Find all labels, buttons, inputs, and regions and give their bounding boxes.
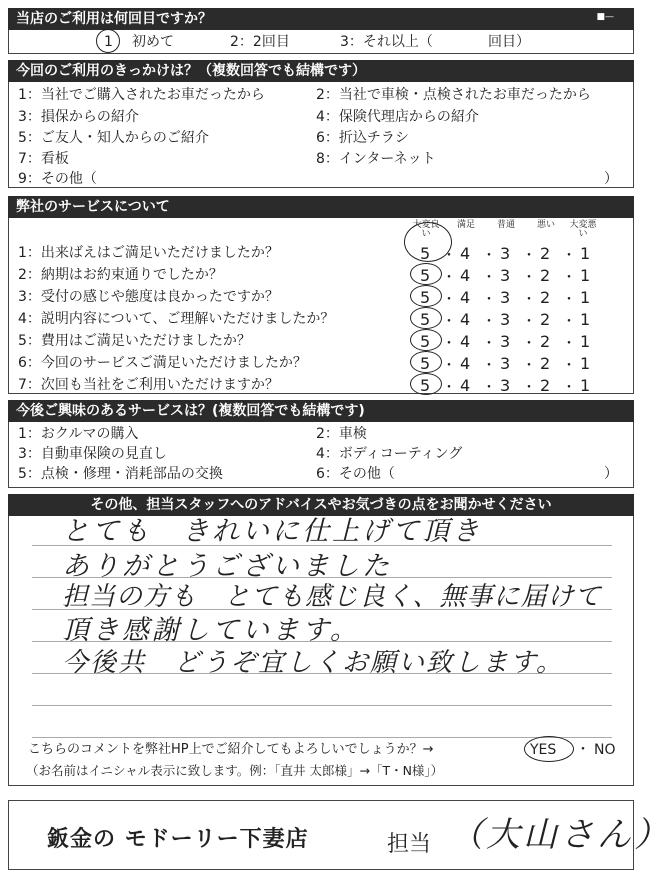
rating-separator: ・ (522, 270, 536, 286)
selected-circle-icon (410, 285, 442, 307)
rating-separator: ・ (562, 248, 576, 264)
rating-row-7[interactable]: 5 4 3 2 1 (420, 376, 591, 395)
scale-label-5: 大変良い (412, 220, 440, 239)
rating-separator: ・ (522, 314, 536, 330)
section-header-visit-count: 当店のご利用は何回目ですか？ (8, 8, 634, 30)
rating-separator: ・ (482, 292, 496, 308)
scale-label-4: 満足 (456, 220, 475, 230)
handwritten-comment-line-2: ありがとうございました (62, 551, 392, 582)
rating-separator: ・ (442, 314, 456, 330)
staff-label: 担当 (387, 832, 432, 857)
section-header-comments: その他、担当スタッフへのアドバイスやお気づきの点をお聞かせください (8, 494, 634, 516)
visit-option-3-suffix: 回目） (488, 34, 530, 50)
trigger-item-9[interactable]: 9：その他（ (18, 171, 97, 187)
service-item-5: 5：費用はご満足いただけましたか？ (18, 333, 251, 349)
rating-separator: ・ (522, 358, 536, 374)
rating-separator: ・ (482, 358, 496, 374)
rating-separator: ・ (562, 336, 576, 352)
service-item-2: 2：納期はお約束通りでしたか？ (18, 267, 223, 283)
rating-separator: ・ (442, 380, 456, 396)
trigger-item-2[interactable]: 2：当社で車検・点検されたお車だったから (316, 87, 591, 103)
hp-permission-yes[interactable]: YES (530, 742, 557, 758)
rating-separator: ・ (562, 358, 576, 374)
rating-separator: ・ (562, 292, 576, 308)
rating-row-1[interactable]: 5 4 3 2 1 (420, 244, 591, 263)
selected-circle-icon (96, 29, 120, 53)
trigger-item-5[interactable]: 5：ご友人・知人からのご紹介 (18, 130, 209, 146)
rating-separator: ・ (442, 248, 456, 264)
selected-circle-icon (410, 329, 442, 351)
rating-row-3[interactable]: 5 4 3 2 1 (420, 288, 591, 307)
hp-permission-no[interactable]: NO (594, 742, 616, 758)
visit-option-3[interactable]: 3：それ以上（ (340, 34, 433, 50)
writing-line (32, 705, 612, 706)
rating-row-4[interactable]: 5 4 3 2 1 (420, 310, 591, 329)
handwritten-comment-line-5: 今後共 どうぞ宜しくお願い致します。 (62, 648, 564, 678)
selected-circle-icon (410, 373, 442, 395)
rating-separator: ・ (442, 292, 456, 308)
service-item-4: 4：説明内容について、ご理解いただけましたか？ (18, 311, 335, 327)
trigger-item-4[interactable]: 4：保険代理店からの紹介 (316, 109, 479, 125)
rating-separator: ・ (522, 248, 536, 264)
handwritten-comment-line-3: 担当の方も とても感じ良く、無事に届けて (62, 582, 602, 612)
trigger-item-7[interactable]: 7：看板 (18, 151, 69, 167)
rating-separator: ・ (562, 314, 576, 330)
rating-row-2[interactable]: 5 4 3 2 1 (420, 266, 591, 285)
rating-separator: ・ (442, 358, 456, 374)
scale-label-1: 大変悪い (569, 220, 597, 239)
scale-label-2: 悪い (536, 220, 555, 230)
interest-item-4[interactable]: 4：ボディコーティング (316, 446, 463, 462)
section-header-service: 弊社のサービスについて (8, 196, 634, 218)
rating-row-6[interactable]: 5 4 3 2 1 (420, 354, 591, 373)
visit-option-1-num[interactable]: 1 (104, 34, 113, 50)
trigger-item-3[interactable]: 3：損保からの紹介 (18, 109, 139, 125)
rating-separator: ・ (562, 270, 576, 286)
interest-item-2[interactable]: 2：車検 (316, 426, 367, 442)
trigger-item-6[interactable]: 6：折込チラシ (316, 130, 409, 146)
interest-close-paren: ） (604, 466, 618, 482)
rating-separator: ・ (522, 292, 536, 308)
service-item-7: 7：次回も当社をご利用いただけますか？ (18, 377, 279, 393)
handwritten-comment-line-1: とても きれいに仕上げて頂き (62, 516, 482, 547)
selected-circle-icon (404, 222, 452, 262)
rating-separator: ・ (482, 248, 496, 264)
service-item-6: 6：今回のサービスご満足いただけましたか？ (18, 355, 307, 371)
rating-separator: ・ (522, 336, 536, 352)
writing-line (32, 737, 612, 738)
selected-circle-icon (410, 307, 442, 329)
hp-permission-question: こちらのコメントを弊社HP上でご紹介してもよろしいでしょうか？→ (28, 742, 434, 757)
rating-separator: ・ (482, 380, 496, 396)
interest-item-5[interactable]: 5：点検・修理・消耗部品の交換 (18, 466, 223, 482)
rating-separator: ・ (482, 314, 496, 330)
visit-option-1[interactable]: 初めて (132, 34, 174, 50)
rating-separator: ・ (442, 336, 456, 352)
shop-name: 鈑金の モドーリー下妻店 (47, 827, 309, 852)
scale-label-3: 普通 (496, 220, 515, 230)
footer-box (8, 800, 671, 870)
rating-separator: ・ (442, 270, 456, 286)
selected-circle-icon (410, 351, 442, 373)
service-item-3: 3：受付の感じや態度は良かったですか？ (18, 289, 279, 305)
handwritten-comment-line-4: 頂き感謝しています。 (62, 615, 360, 646)
staff-name-handwritten: （大山さん） (449, 815, 671, 855)
service-item-1: 1：出来ばえはご満足いただけましたか？ (18, 245, 279, 261)
rating-separator: ・ (522, 380, 536, 396)
trigger-item-1[interactable]: 1：当社でご購入されたお車だったから (18, 87, 265, 103)
selected-circle-icon (410, 263, 442, 285)
selected-circle-icon (524, 736, 574, 762)
rating-row-5[interactable]: 5 4 3 2 1 (420, 332, 591, 351)
rating-separator: ・ (562, 380, 576, 396)
section-header-trigger: 今回のご利用のきっかけは？（複数回答でも結構です） (8, 60, 634, 82)
section-header-interest: 今後ご興味のあるサービスは？(複数回答でも結構です) (8, 400, 634, 422)
hp-permission-dot: ・ (576, 742, 590, 758)
corner-mark-icon: ■— (596, 12, 614, 22)
interest-item-3[interactable]: 3：自動車保険の見直し (18, 446, 167, 462)
interest-item-1[interactable]: 1：おクルマの購入 (18, 426, 139, 442)
trigger-close-paren: ） (604, 171, 618, 187)
initial-display-note: （お名前はイニシャル表示に致します。例：「直井 太郎様」→「T・N様」） (26, 763, 444, 778)
rating-separator: ・ (482, 336, 496, 352)
rating-separator: ・ (482, 270, 496, 286)
trigger-item-8[interactable]: 8：インターネット (316, 151, 436, 167)
visit-option-2[interactable]: 2：2回目 (230, 34, 290, 50)
interest-item-6[interactable]: 6：その他（ (316, 466, 395, 482)
